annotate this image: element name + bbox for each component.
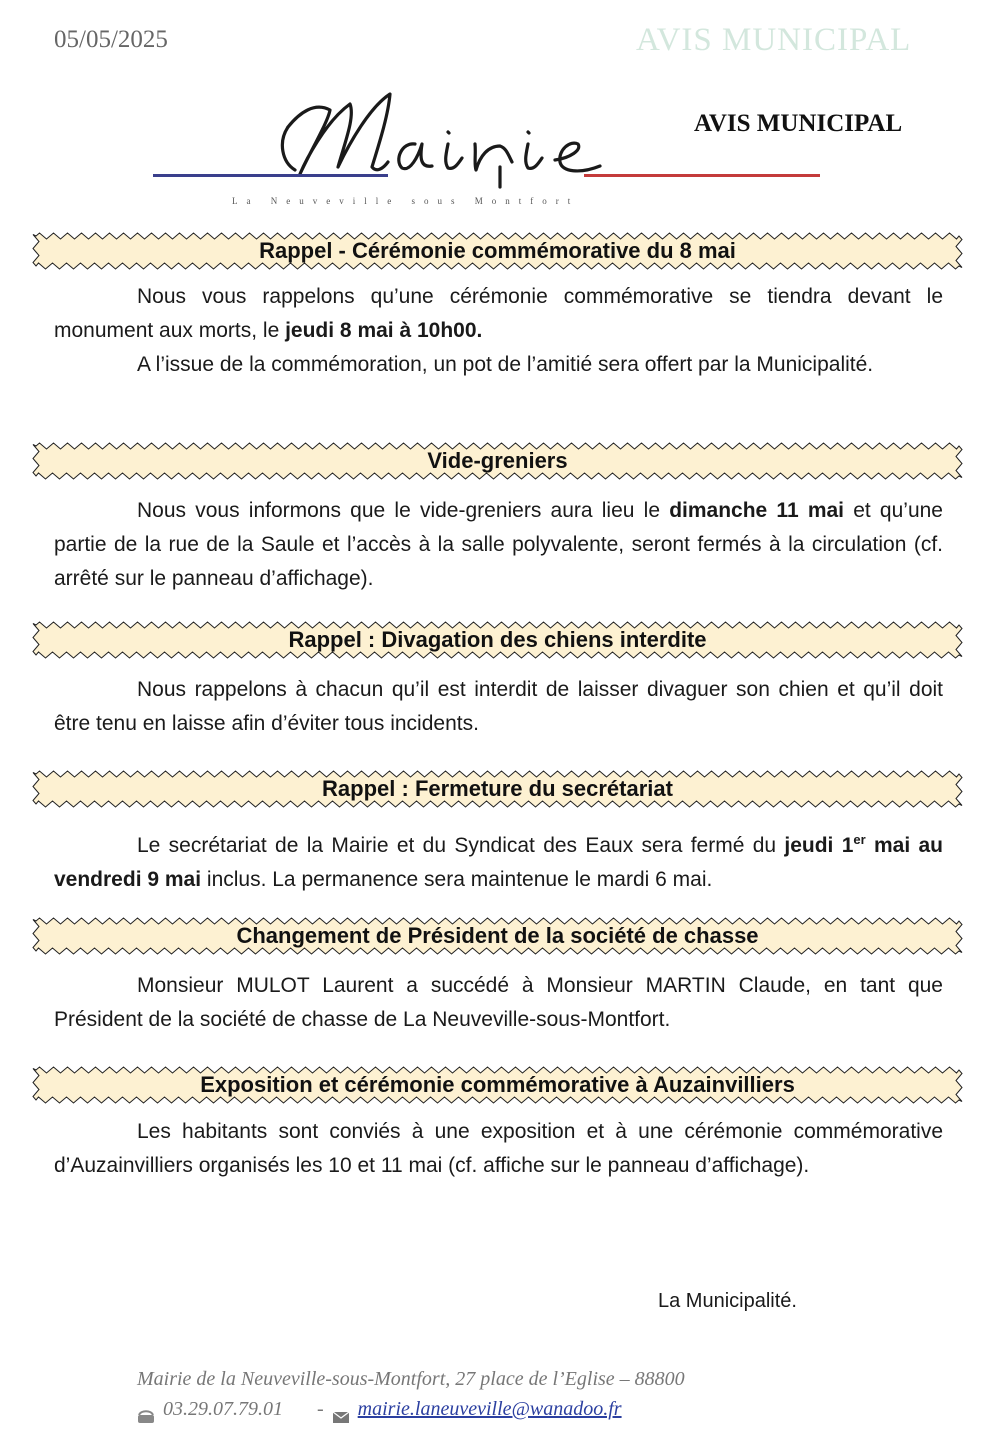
paragraph: Nous vous rappelons qu’une cérémonie commémorative se tiendra devant le monument aux morts, le jeudi 8 mai à 10h00.	[54, 285, 943, 342]
section-body-chasse	[54, 969, 943, 1037]
mairie-logo	[150, 82, 830, 212]
paragraph: Les habitants sont conviés à une exposition et à une cérémonie commémorative d’Auzainvilliers organisés les 10 et 11 mai (cf. affiche sur le panneau d’affichage).	[54, 1120, 943, 1177]
section-header-ceremonie	[30, 226, 965, 276]
section-title: Changement de Président de la société de chasse	[236, 923, 759, 948]
footer	[137, 1364, 685, 1424]
envelope-icon	[332, 1403, 350, 1417]
footer-address: Mairie de la Neuveville-sous-Montfort, 27 place de l’Eglise – 88800	[137, 1368, 685, 1390]
footer-email-link[interactable]: mairie.laneuveville@wanadoo.fr	[357, 1398, 622, 1420]
section-header-chasse	[30, 911, 965, 961]
section-title: Rappel : Fermeture du secrétariat	[322, 776, 673, 801]
section-body-chiens	[54, 673, 943, 741]
signature: La Municipalité.	[658, 1290, 797, 1312]
logo-line-red	[584, 174, 820, 177]
section-header-secretariat	[30, 764, 965, 814]
section-title: Vide-greniers	[427, 448, 568, 473]
paragraph: Le secrétariat de la Mairie et du Syndicat des Eaux sera fermé du jeudi 1er mai au vendredi 9 mai inclus. La permanence sera maintenue le mardi 6 mai.	[54, 832, 943, 891]
section-body-auzainvilliers	[54, 1115, 943, 1183]
phone-icon	[137, 1403, 155, 1417]
section-title: Rappel : Divagation des chiens interdite	[288, 627, 707, 652]
date: 05/05/2025	[54, 26, 168, 53]
avis-title: AVIS MUNICIPAL	[694, 110, 903, 137]
mairie-script-logo	[150, 82, 830, 212]
section-header-vide-greniers	[30, 436, 965, 486]
watermark: AVIS MUNICIPAL	[636, 22, 912, 58]
footer-contact	[137, 1394, 685, 1424]
section-body-vide-greniers	[54, 494, 943, 596]
paragraph: A l’issue de la commémoration, un pot de l’amitié sera offert par la Municipalité.	[137, 353, 874, 376]
section-header-chiens	[30, 615, 965, 665]
logo-subtitle: La Neuveville sous Montfort	[232, 196, 580, 206]
footer-phone: 03.29.07.79.01	[163, 1398, 283, 1420]
logo-line-blue	[153, 174, 388, 177]
footer-separator: -	[317, 1398, 324, 1420]
paragraph: Nous vous informons que le vide-greniers aura lieu le dimanche 11 mai et qu’une partie de la rue de la Saule et l’accès à la salle polyvalente, seront fermés à la circulation (cf. arrêté sur le panneau d’affichage).	[54, 499, 943, 590]
section-title: Rappel - Cérémonie commémorative du 8 mai	[259, 238, 736, 263]
paragraph: Nous rappelons à chacun qu’il est interdit de laisser divaguer son chien et qu’il doit être tenu en laisse afin d’éviter tous incidents.	[54, 678, 943, 735]
section-body-ceremonie	[54, 280, 943, 382]
paragraph: Monsieur MULOT Laurent a succédé à Monsieur MARTIN Claude, en tant que Président de la société de chasse de La Neuveville-sous-Montfort.	[54, 974, 943, 1031]
section-title: Exposition et cérémonie commémorative à Auzainvilliers	[200, 1072, 795, 1097]
section-header-auzainvilliers	[30, 1060, 965, 1110]
section-body-secretariat	[54, 823, 943, 897]
